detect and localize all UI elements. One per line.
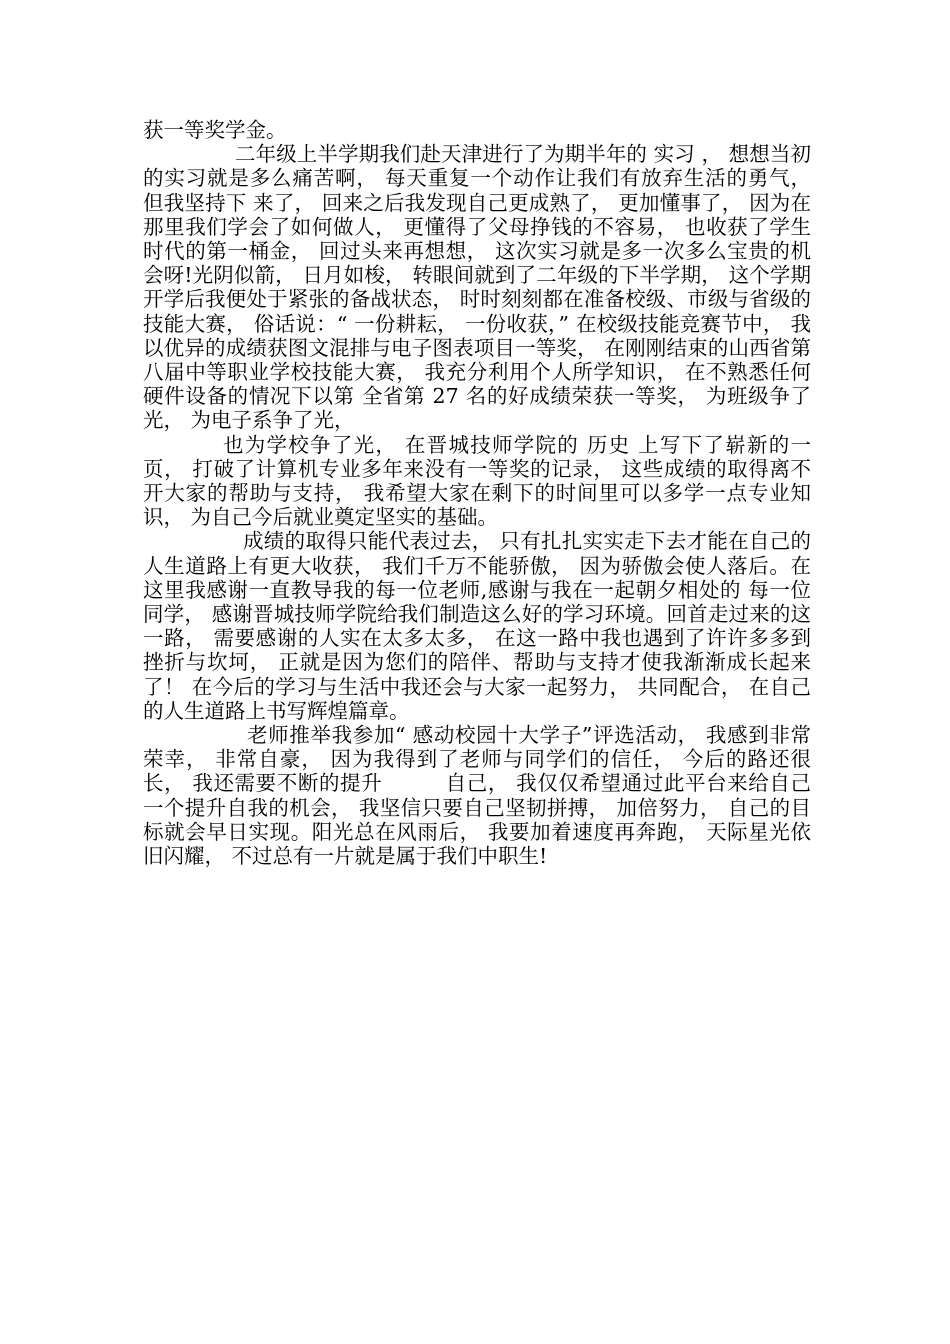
paragraph-2: 二年级上半学期我们赴天津进行了为期半年的 实习 ， 想想当初的实习就是多么痛苦啊， 每天重复一个动作让我们有放弃生活的勇气， 但我坚持下 来了， 回来之后我发现自己更成熟了， 更加懂事了， 因为在那里我们学会了如何做人， 更懂得了父母挣钱的不容易， 也收获了学生时代的第一桶金， 回过头来再想想， 这次实习就是多一次多么宝贵的机会呀!光阴似箭， 日月如梭， 转眼间就到了二年级的下半学期， 这个学期开学后我便处于紧张的备战状态， 时时刻刻都在准备校级、市级与省级的技能大赛， 俗话说：“ 一份耕耘， 一份收获，” 在校级技能竞赛节中， 我以优异的成绩获图文混排与电子图表项目一等奖， 在刚刚结束的山西省第八届中等职业学校技能大赛， 我充分利用个人所学知识， 在不熟悉任何硬件设备的情况下以第 全省第 27 名的好成绩荣获一等奖， 为班级争了光， 为电子系争了光， <box>143 142 811 433</box>
paragraph-3: 也为学校争了光， 在晋城技师学院的 历史 上写下了崭新的一页， 打破了计算机专业多年来没有一等奖的记录， 这些成绩的取得离不开大家的帮助与支持， 我希望大家在剩下的时间里可以多学一点专业知识， 为自己今后就业奠定坚实的基础。 <box>143 432 811 530</box>
paragraph-4: 成绩的取得只能代表过去， 只有扎扎实实走下去才能在自己的人生道路上有更大收获， 我们千万不能骄傲， 因为骄傲会使人落后。在这里我感谢一直教导我的每一位老师,感谢与我在一起朝夕相处的 每一位同学， 感谢晋城技师学院给我们制造这么好的学习环境。回首走过来的这一路， 需要感谢的人实在太多太多， 在这一路中我也遇到了许许多多到挫折与坎坷， 正就是因为您们的陪伴、帮助与支持才使我渐渐成长起来了！ 在今后的学习与生活中我还会与大家一起努力， 共同配合， 在自己的人生道路上书写辉煌篇章。 <box>143 529 811 723</box>
paragraph-1: 获一等奖学金。 <box>143 118 287 142</box>
document-body <box>143 118 811 868</box>
paragraph-5: 老师推举我参加“ 感动校园十大学子”评选活动， 我感到非常荣幸， 非常自豪， 因为我得到了老师与同学们的信任， 今后的路还很长， 我还需要不断的提升 自己， 我仅仅希望通过此平台来给自己一个提升自我的机会， 我坚信只要自己坚韧拼搏， 加倍努力， 自己的目标就会早日实现。阳光总在风雨后， 我要加着速度再奔跑， 天际星光依旧闪耀， 不过总有一片就是属于我们中职生! <box>143 723 811 869</box>
